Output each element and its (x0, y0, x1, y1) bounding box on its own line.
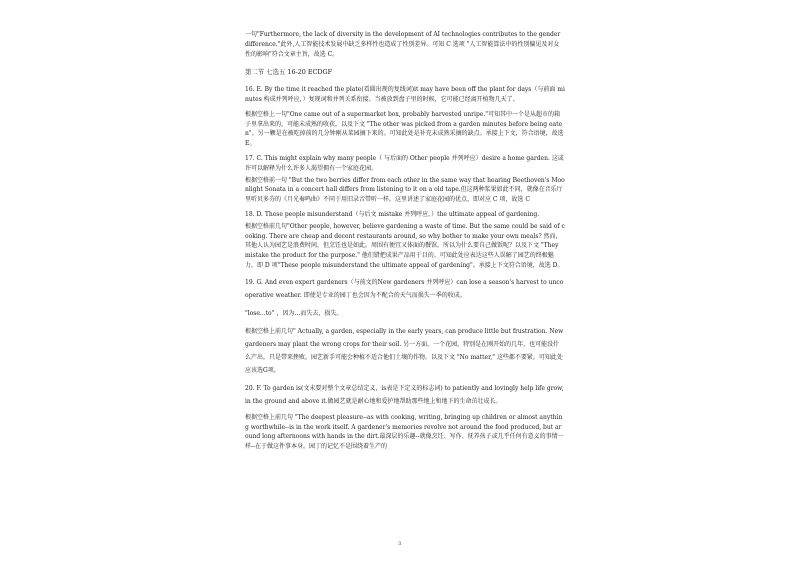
paragraph-q16-explanation: 根据空格上一句"One came out of a supermarket box, probably harvested unripe."可知其中一个是从超市的箱子里拿出来的，可能未成熟的收获，以及下文 "The other was picked from a garden minutes before being eaten"。另一颗是在被吃掉前的几分钟刚从菜园摘下来的。可知此处是补充未成熟采摘的缺点。承接上下文，符合语境，故选 E。 (245, 110, 564, 148)
paragraph-q20: 20. F. To garden is(文末要对整个文章总结定义，is表是下定义的标志词) to patiently and lovingly help life grow, in the ground and above it.做园艺就是耐心地和爱护地帮助那些地上和地下的生命茁壮成长。 (245, 384, 564, 405)
section-heading: 第二节 七选五 16-20 ECDGF (245, 68, 333, 77)
page-number: 3 (398, 541, 402, 547)
paragraph-q17: 17. C. This might explain why many people（ 与后面的 Other people 并列呼应）desire a home garden. 这或许可以解释为什么许多人渴望拥有一个家庭花园。 (245, 154, 564, 172)
paragraph-q18: 18. D. These people misunderstand（与后文 mistake 并列呼应，）the ultimate appeal of gardening. (245, 210, 540, 218)
document-body (245, 30, 565, 457)
paragraph-q19-explanation: 根据空格上前几句" Actually, a garden, especially in the early years, can produce little but frustration. New gardeners may plant the wrong crops for their soil. 另一方面，一个花园，特别是在刚开始的几年，也可能没什么产出，只是带来挫败。园艺新手可能会种植不适合他们土壤的作物。以及下文 "No matter," 这些都不要紧。可知此处应该选G项。 (245, 327, 564, 374)
paragraph-c-answer: 一句"Furthermore, the lack of diversity in the development of AI technologies contributes to the gender difference."此外,人工智能技术发展中缺乏多样性也造成了性别差异。可知 C 选项 "人工智能算法中的性别偏见及对女性的影响"符合文章主旨，故选 C。 (245, 31, 561, 58)
paragraph-lose-to: "lose...to" ，因为…而失去，损失。 (245, 309, 343, 317)
paragraph-q17-explanation: 根据空格前一句 "But the two berries differ from each other in the same way that hearing Beethoven's Moonlight Sonata in a concert hall differs from listening to it on a old tape.但这两种浆果如此不同，就像在音乐厅里听贝多芬的《月光奏鸣曲》不同于用旧录音带听一样。这里讲述了家庭花园的优点，即对应 C 项，故选 C (245, 176, 565, 204)
paragraph-q19: 19. G. And even expert gardeners（与前文的New gardeners 并列呼应）can lose a season's harvest to uncooperative weather. 即使是专业的园丁也会因为不配合的天气而损失一季的收成。 (245, 278, 564, 299)
paragraph-q16: 16. E. By the time it reached the plate(看圆出现的复线词)it may have been off the plant for days（与前面 minutes 构成并列呼应，）复现词和并列关系衔接。当被放到盘子里的时候，它可能已经离开植物几天了。 (245, 86, 565, 103)
paragraph-q20-explanation: 根据空格上前几句 "The deepest pleasure--as with cooking, writing, bringing up children or almost anything worthwhile--is in the work itself. A gardener's memories revolve not around the food produced, but around long afternoons with hands in the dirt.最深层的乐趣--就像烹饪、写作、抚养孩子或几乎任何有意义的事情一样--在于做这件事本身。园丁的记忆不是围绕着生产的 (245, 413, 564, 451)
paragraph-q18-explanation: 根据空格前几句"Other people, however, believe gardening a waste of time. But the same could be said of cooking. There are cheap and decent restaurants around, so why bother to make your own meals? 然而，其他人认为园艺是浪费时间，但烹饪也是如此。周围有便宜又体面的餐馆，所以为什么要自己做饭呢？以及下文 "They mistake the product for the purpose." 他们错把成果产品用于目的。可知此处应表达这些人误解了园艺的终极魅力，即 D 项"These people misunderstand the ultimate appeal of gardening"。承接上下文符合语境，故选 D。 (245, 222, 565, 269)
